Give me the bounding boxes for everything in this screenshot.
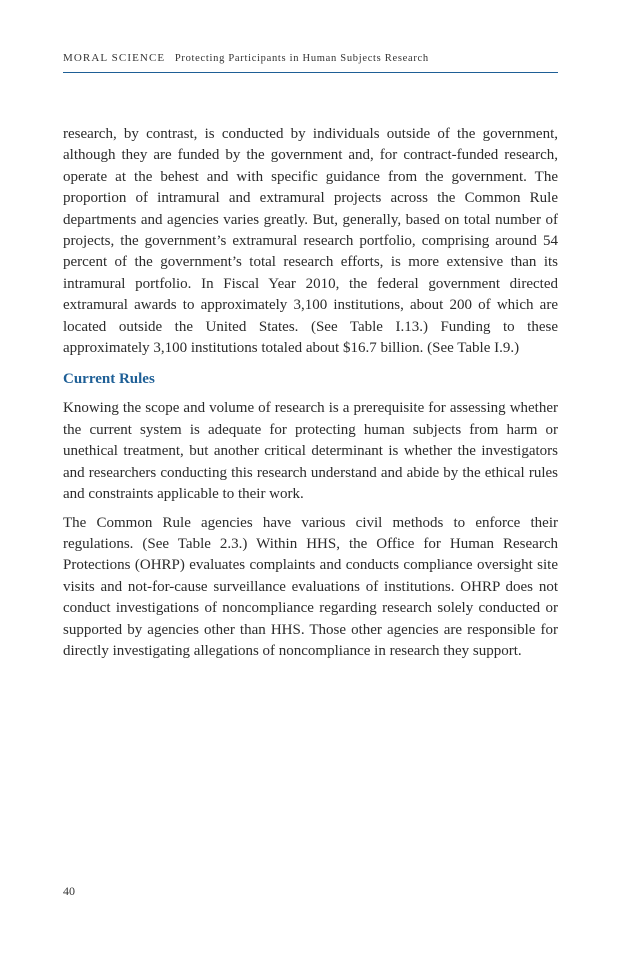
header-subtitle: Protecting Participants in Human Subjects Research <box>174 53 429 64</box>
running-header <box>63 52 558 64</box>
page-body <box>63 124 558 662</box>
page-number: 40 <box>63 884 75 898</box>
body-paragraph-2: Knowing the scope and volume of research is a prerequisite for assessing whether the current system is adequate for protecting human subjects from harm or unethical treatment, but another critical determinant is whether the investigators and researchers conducting this research understand and abide by the ethical rules and constraints applicable to their work. <box>63 400 558 503</box>
header-rule <box>63 72 558 73</box>
section-heading-current-rules: Current Rules <box>63 371 155 388</box>
body-paragraph-3: The Common Rule agencies have various civil methods to enforce their regulations. (See Table 2.3.) Within HHS, the Office for Human Research Protections (OHRP) evaluates complaints and conducts compliance oversight site visits and not-for-cause surveillance evaluations of institutions. OHRP does not conduct investigations of noncompliance regarding research solely conducted or supported by agencies other than HHS. Those other agencies are responsible for directly investigating allegations of noncompliance in research they support. <box>63 514 558 659</box>
header-series-title: MORAL SCIENCE <box>63 52 166 64</box>
body-paragraph-1: research, by contrast, is conducted by individuals outside of the government, although they are funded by the government and, for contract-funded research, operate at the behest and with specific guidance from the government. The proportion of intramural and extramural projects across the Common Rule departments and agencies varies greatly. But, generally, based on total number of projects, the government’s extramural research portfolio, comprising around 54 percent of the government’s total research efforts, is more extensive than its intramural portfolio. In Fiscal Year 2010, the federal government directed extramural awards to approximately 3,100 institutions, about 200 of which are located outside the United States. (See Table I.13.) Funding to these approximately 3,100 institutions totaled about $16.7 billion. (See Table I.9.) <box>63 126 558 357</box>
